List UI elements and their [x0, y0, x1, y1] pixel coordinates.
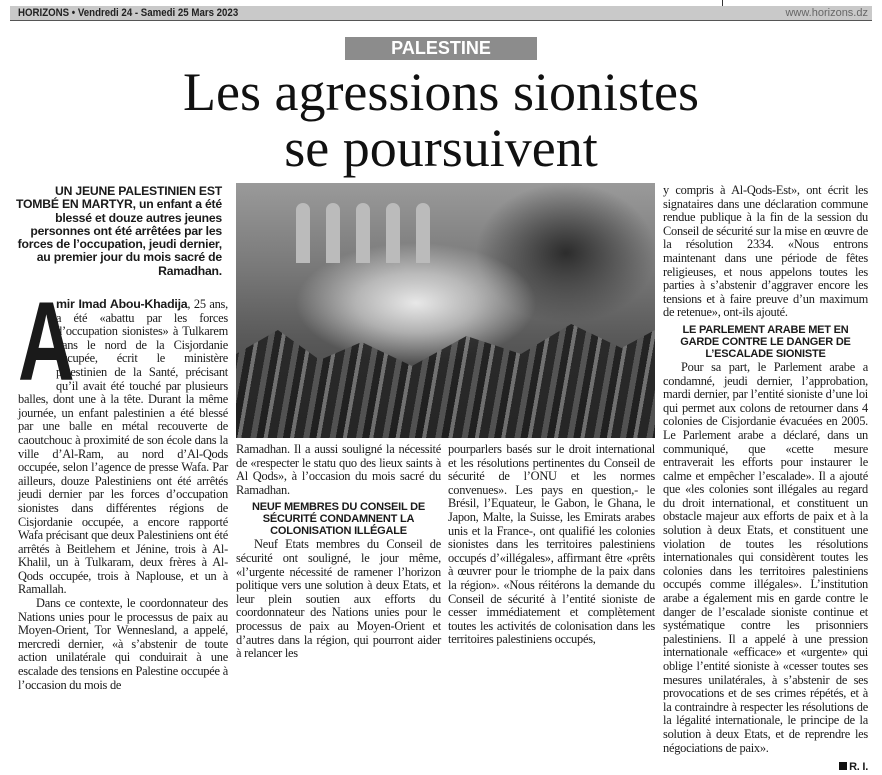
paragraph: Neuf Etats membres du Conseil de sécurité ont souligné, le jour même, «l’urgente nécessité de ramener l’horizon politique vers une solution à deux Etats, et leur plein soutien aux efforts du coordonnateur des Nations unies pour le processus de paix au Moyen-Orient et d’autres dans la région, qui pourront aider à relancer les — [236, 537, 441, 661]
date-line: HORIZONS • Vendredi 24 - Samedi 25 Mars 2023 — [18, 7, 239, 19]
article-lead: UN JEUNE PALESTINIEN EST TOMBÉ EN MARTYR, un enfant a été blessé et douze autres jeunes personnes ont été arrêtées par les forces de l’occupation, jeudi dernier, au premier jour du mois sacré de Ramadhan. — [16, 184, 222, 278]
photo-arch — [416, 203, 430, 263]
column-4 — [663, 184, 868, 775]
section-kicker: PALESTINE — [345, 37, 537, 60]
photo-arch — [356, 203, 370, 263]
paragraph: Ramadhan. Il a aussi souligné la nécessité de «respecter le statu quo des lieux saints à Al Qods», à l’occasion du mois sacré du Ramadhan. — [236, 442, 441, 497]
photo-arch — [296, 203, 310, 263]
paragraph: Dans ce contexte, le coordonnateur des Nations unies pour le processus de paix au Moyen-Orient, Tor Wennesland, a appelé, mercredi dernier, «à s’abstenir de toute action unilatérale qui conduirait à une escalade des tensions en Palestine occupée à l’occasion du mois de — [18, 596, 228, 692]
victim-name: mir Imad Abou-Khadija — [56, 297, 188, 311]
article-photo — [236, 183, 655, 438]
drop-cap: A — [18, 279, 75, 404]
title-line-2: se poursuivent — [284, 118, 598, 178]
masthead-fragment — [95, 0, 215, 4]
column-2 — [236, 443, 441, 661]
paragraph: y compris à Al-Qods-Est», ont écrit les signataires dans une déclaration commune rendue publique à la fin de la session du Conseil de sécurité sur la mise en œuvre de la résolution 2334. «Nous entrons maintenant dans une période de fêtes religieuses, et nous appelons toutes les parties à s’abstenir d’aggraver encore les tensions et à faire preuve d’un maximum de retenue», ont-ils ajouté. — [663, 183, 868, 320]
photo-arch — [386, 203, 400, 263]
signature — [663, 761, 868, 775]
article-title — [0, 64, 882, 176]
title-line-1: Les agressions sionistes — [183, 62, 699, 122]
page-header-bar — [10, 6, 872, 21]
paragraph: Pour sa part, le Parlement arabe a condamné, jeudi dernier, l’approbation, mardi dernier, par l’entité sioniste d’une loi qui permet aux colons de retourner dans 4 colonies de Cisjordanie évacuées en 2005. Le Parlement arabe a déclaré, dans un communiqué, que «cette mesure entraverait les efforts pour instaurer le calme et empêcher l’escalade». Il a ajouté que «les colonies sont illégales au regard du droit international, et constituent un obstacle majeur aux efforts de paix et à la solution à deux Etats, et constituent une violation de toutes les résolutions internationales qui considèrent toutes les colonies dans les territoires palestiniens occupés comme illégales». L’institution arabe a également mis en garde contre le danger de l’escalade sioniste continue et systématique contre les prisonniers palestiniens. Il a appelé à une pression internationale «efficace» et «urgente» qui oblige l’entité sioniste à «cesser toutes ses mesures unilatérales, à s’abstenir de ses provocations et de ses crimes répétés, et à la contraindre à respecter les résolutions de la légalité internationale, le principe de la solution à deux Etats, et de reprendre les négociations de paix». — [663, 359, 868, 755]
square-bullet-icon — [839, 762, 847, 770]
column-1 — [18, 279, 228, 692]
photo-crowd — [236, 318, 655, 438]
signature-text: R. I. — [849, 761, 868, 774]
subheading: LE PARLEMENT ARABE MET EN GARDE CONTRE LE DANGER DE L’ESCALADE SIONISTE — [680, 323, 851, 360]
subheading: NEUF MEMBRES DU CONSEIL DE SÉCURITÉ CONDAMNENT LA COLONISATION ILLÉGALE — [251, 501, 426, 538]
paragraph-text: , 25 ans, a été «abattu par les forces d’occupation sionistes» à Tulkarem dans le nord de la Cisjordanie occupée, écrit le ministère palestinien de la Santé, précisant qu’il avait été touché par plusieurs balles, dont une à la tête. Durant la même journée, un enfant palestinien a été blessé par une balle en métal recouverte de caoutchouc à proximité de son école dans la ville d’Al-Ram, au nord d’Al-Qods occupée, selon l’agence de presse Wafa. Par ailleurs, douze Palestiniens ont été arrêtés jeudi dernier par les forces d’occupation sionistes dans différentes régions de Cisjordanie occupée, a encore rapporté Wafa précisant que deux Palestiniens ont été arrêtés à Beitlehem et Jénine, trois à Al-Khalil, un à Tulkaram, deux frères à Al-Qods occupée, trois à Naplouse, et un à Ramallah. — [18, 297, 228, 597]
website-link[interactable]: www.horizons.dz — [785, 7, 868, 19]
column-3 — [448, 443, 655, 647]
paragraph: pourparlers basés sur le droit international et les résolutions pertinentes du Conseil de sécurité de l’ONU et les normes convenues». Les pays en question,- le Brésil, l’Equateur, le Gabon, le Ghana, le Japon, Malte, la Suisse, les Emirats arabes unis et la France-, ont qualifié les colonies sionistes dans les territoires palestiniens occupés d’«illégales», affirmant être «prêts à œuvrer pour le triomphe de la paix dans la région». «Nous réitérons la demande du Conseil de sécurité à l’entité sioniste de cesser immédiatement et complètement toutes les activités de colonisation dans les territoires palestiniens occupés, — [448, 442, 655, 647]
photo-arch — [326, 203, 340, 263]
